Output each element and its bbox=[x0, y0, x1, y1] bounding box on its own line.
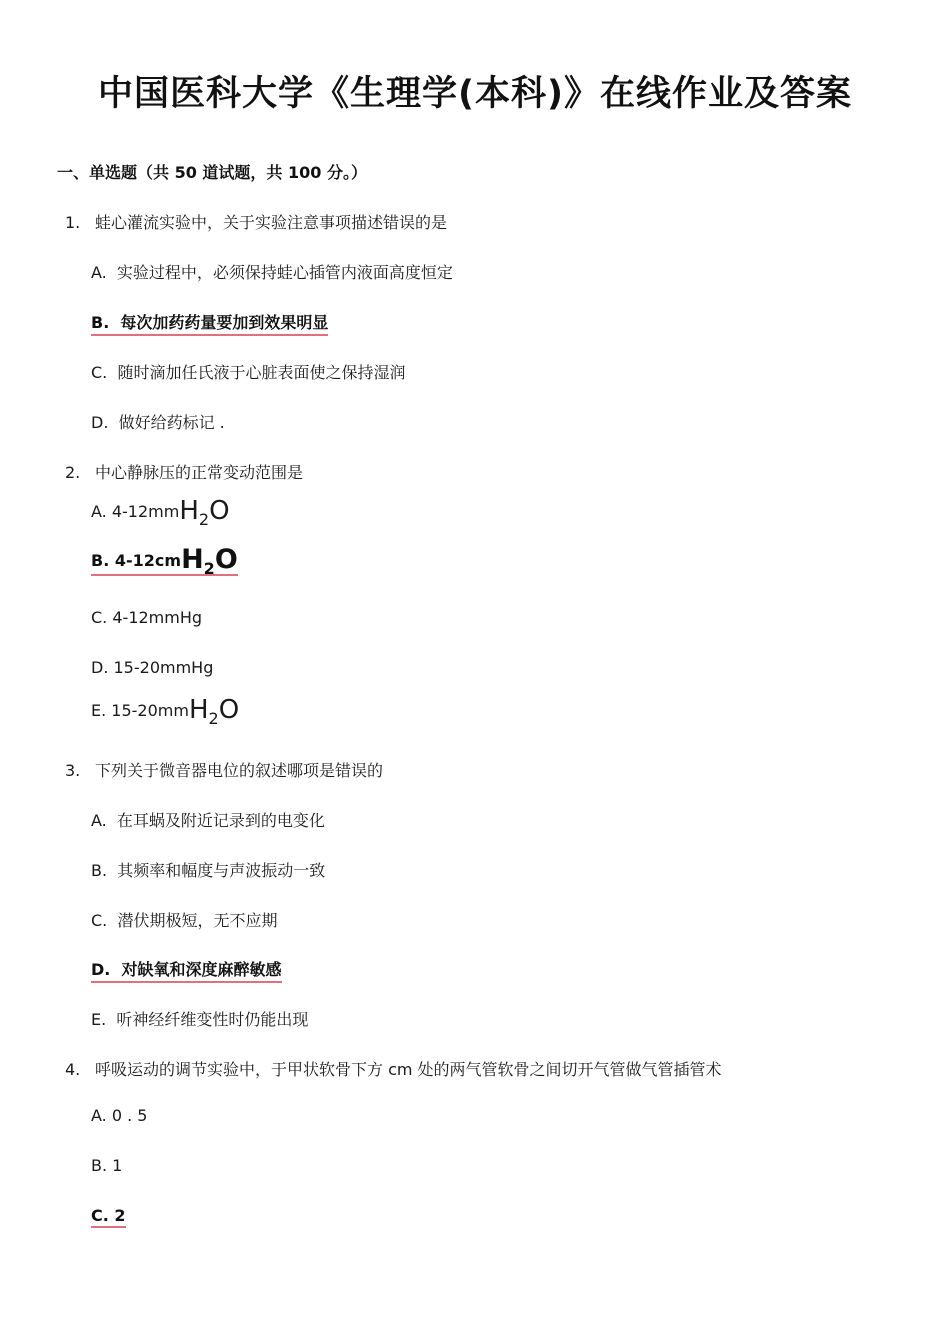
question-text: 呼吸运动的调节实验中，于甲状软骨下方 cm 处的两气管软骨之间切开气管做气管插管术 bbox=[95, 1060, 722, 1079]
option-label: E. bbox=[91, 701, 107, 720]
option-text: 0 . 5 bbox=[111, 1106, 148, 1125]
option-text: 潜伏期极短，无不应期 bbox=[117, 911, 278, 930]
question-2-option-c bbox=[91, 608, 202, 627]
option-label: A. bbox=[91, 502, 107, 521]
question-3-stem bbox=[65, 758, 383, 781]
question-number: 1. bbox=[65, 213, 81, 232]
option-label: B. bbox=[91, 861, 108, 880]
option-label: C. bbox=[91, 608, 108, 627]
option-text: 15-20mmHg bbox=[113, 658, 214, 677]
option-text: 实验过程中，必须保持蛙心插管内液面高度恒定 bbox=[116, 263, 453, 282]
question-2-option-d bbox=[91, 658, 213, 677]
question-4-option-b bbox=[91, 1156, 122, 1175]
option-label: B. bbox=[91, 313, 110, 332]
option-label: E. bbox=[91, 1010, 107, 1029]
question-1-stem bbox=[65, 210, 447, 233]
option-text: 2 bbox=[114, 1206, 126, 1225]
question-text: 下列关于微音器电位的叙述哪项是错误的 bbox=[95, 761, 384, 780]
question-1-option-d bbox=[91, 410, 225, 433]
question-text: 中心静脉压的正常变动范围是 bbox=[95, 463, 304, 482]
option-label: C. bbox=[91, 911, 108, 930]
water-formula: $H_2O$ bbox=[188, 695, 240, 728]
option-label: D. bbox=[91, 658, 109, 677]
option-text: 在耳蜗及附近记录到的电变化 bbox=[116, 811, 325, 830]
question-2-option-a bbox=[91, 496, 230, 529]
option-label: C. bbox=[91, 363, 108, 382]
option-label: D. bbox=[91, 960, 111, 979]
option-text: 4-12cm bbox=[114, 551, 182, 570]
question-number: 4. bbox=[65, 1060, 81, 1079]
option-text: 4-12mmHg bbox=[112, 608, 203, 627]
question-number: 3. bbox=[65, 761, 81, 780]
question-text: 蛙心灌流实验中，关于实验注意事项描述错误的是 bbox=[95, 213, 448, 232]
option-text: 随时滴加任氏液于心脏表面使之保持湿润 bbox=[117, 363, 406, 382]
section-heading-single-choice: 一、单选题（共 50 道试题，共 100 分。） bbox=[57, 163, 367, 182]
option-label: B. bbox=[91, 1156, 108, 1175]
option-text: 每次加药药量要加到效果明显 bbox=[120, 313, 329, 332]
option-text: 对缺氧和深度麻醉敏感 bbox=[121, 960, 282, 979]
option-label: D. bbox=[91, 413, 109, 432]
water-formula: $H_2O$ bbox=[179, 496, 230, 529]
question-3-option-d-correct bbox=[91, 957, 282, 983]
question-3-option-e bbox=[91, 1007, 308, 1030]
question-4-option-a bbox=[91, 1106, 147, 1125]
question-2-stem bbox=[65, 460, 303, 483]
option-label: B. bbox=[91, 551, 110, 570]
question-2-option-e bbox=[91, 695, 240, 728]
option-label: A. bbox=[91, 1106, 107, 1125]
document-title: 中国医科大学《生理学(本科)》在线作业及答案 bbox=[98, 74, 852, 114]
question-4-option-c-correct bbox=[91, 1206, 126, 1228]
question-3-option-a bbox=[91, 808, 325, 831]
option-text: 15-20mm bbox=[111, 701, 189, 720]
water-formula: $H_2O$ bbox=[181, 544, 238, 578]
option-text: 1 bbox=[112, 1156, 123, 1175]
option-label: C. bbox=[91, 1206, 109, 1225]
question-1-option-b-correct bbox=[91, 310, 328, 336]
option-label: A. bbox=[91, 263, 107, 282]
question-1-option-c bbox=[91, 360, 405, 383]
question-3-option-b bbox=[91, 858, 325, 881]
option-text: 其频率和幅度与声波振动一致 bbox=[117, 861, 326, 880]
question-4-stem bbox=[65, 1057, 722, 1080]
question-number: 2. bbox=[65, 463, 81, 482]
option-label: A. bbox=[91, 811, 107, 830]
question-1-option-a bbox=[91, 260, 453, 283]
option-text: 听神经纤维变性时仍能出现 bbox=[116, 1010, 309, 1029]
option-text: 4-12mm bbox=[111, 502, 180, 521]
option-text: 做好给药标记 . bbox=[118, 413, 225, 432]
question-2-option-b-correct bbox=[91, 546, 238, 576]
question-3-option-c bbox=[91, 908, 277, 931]
